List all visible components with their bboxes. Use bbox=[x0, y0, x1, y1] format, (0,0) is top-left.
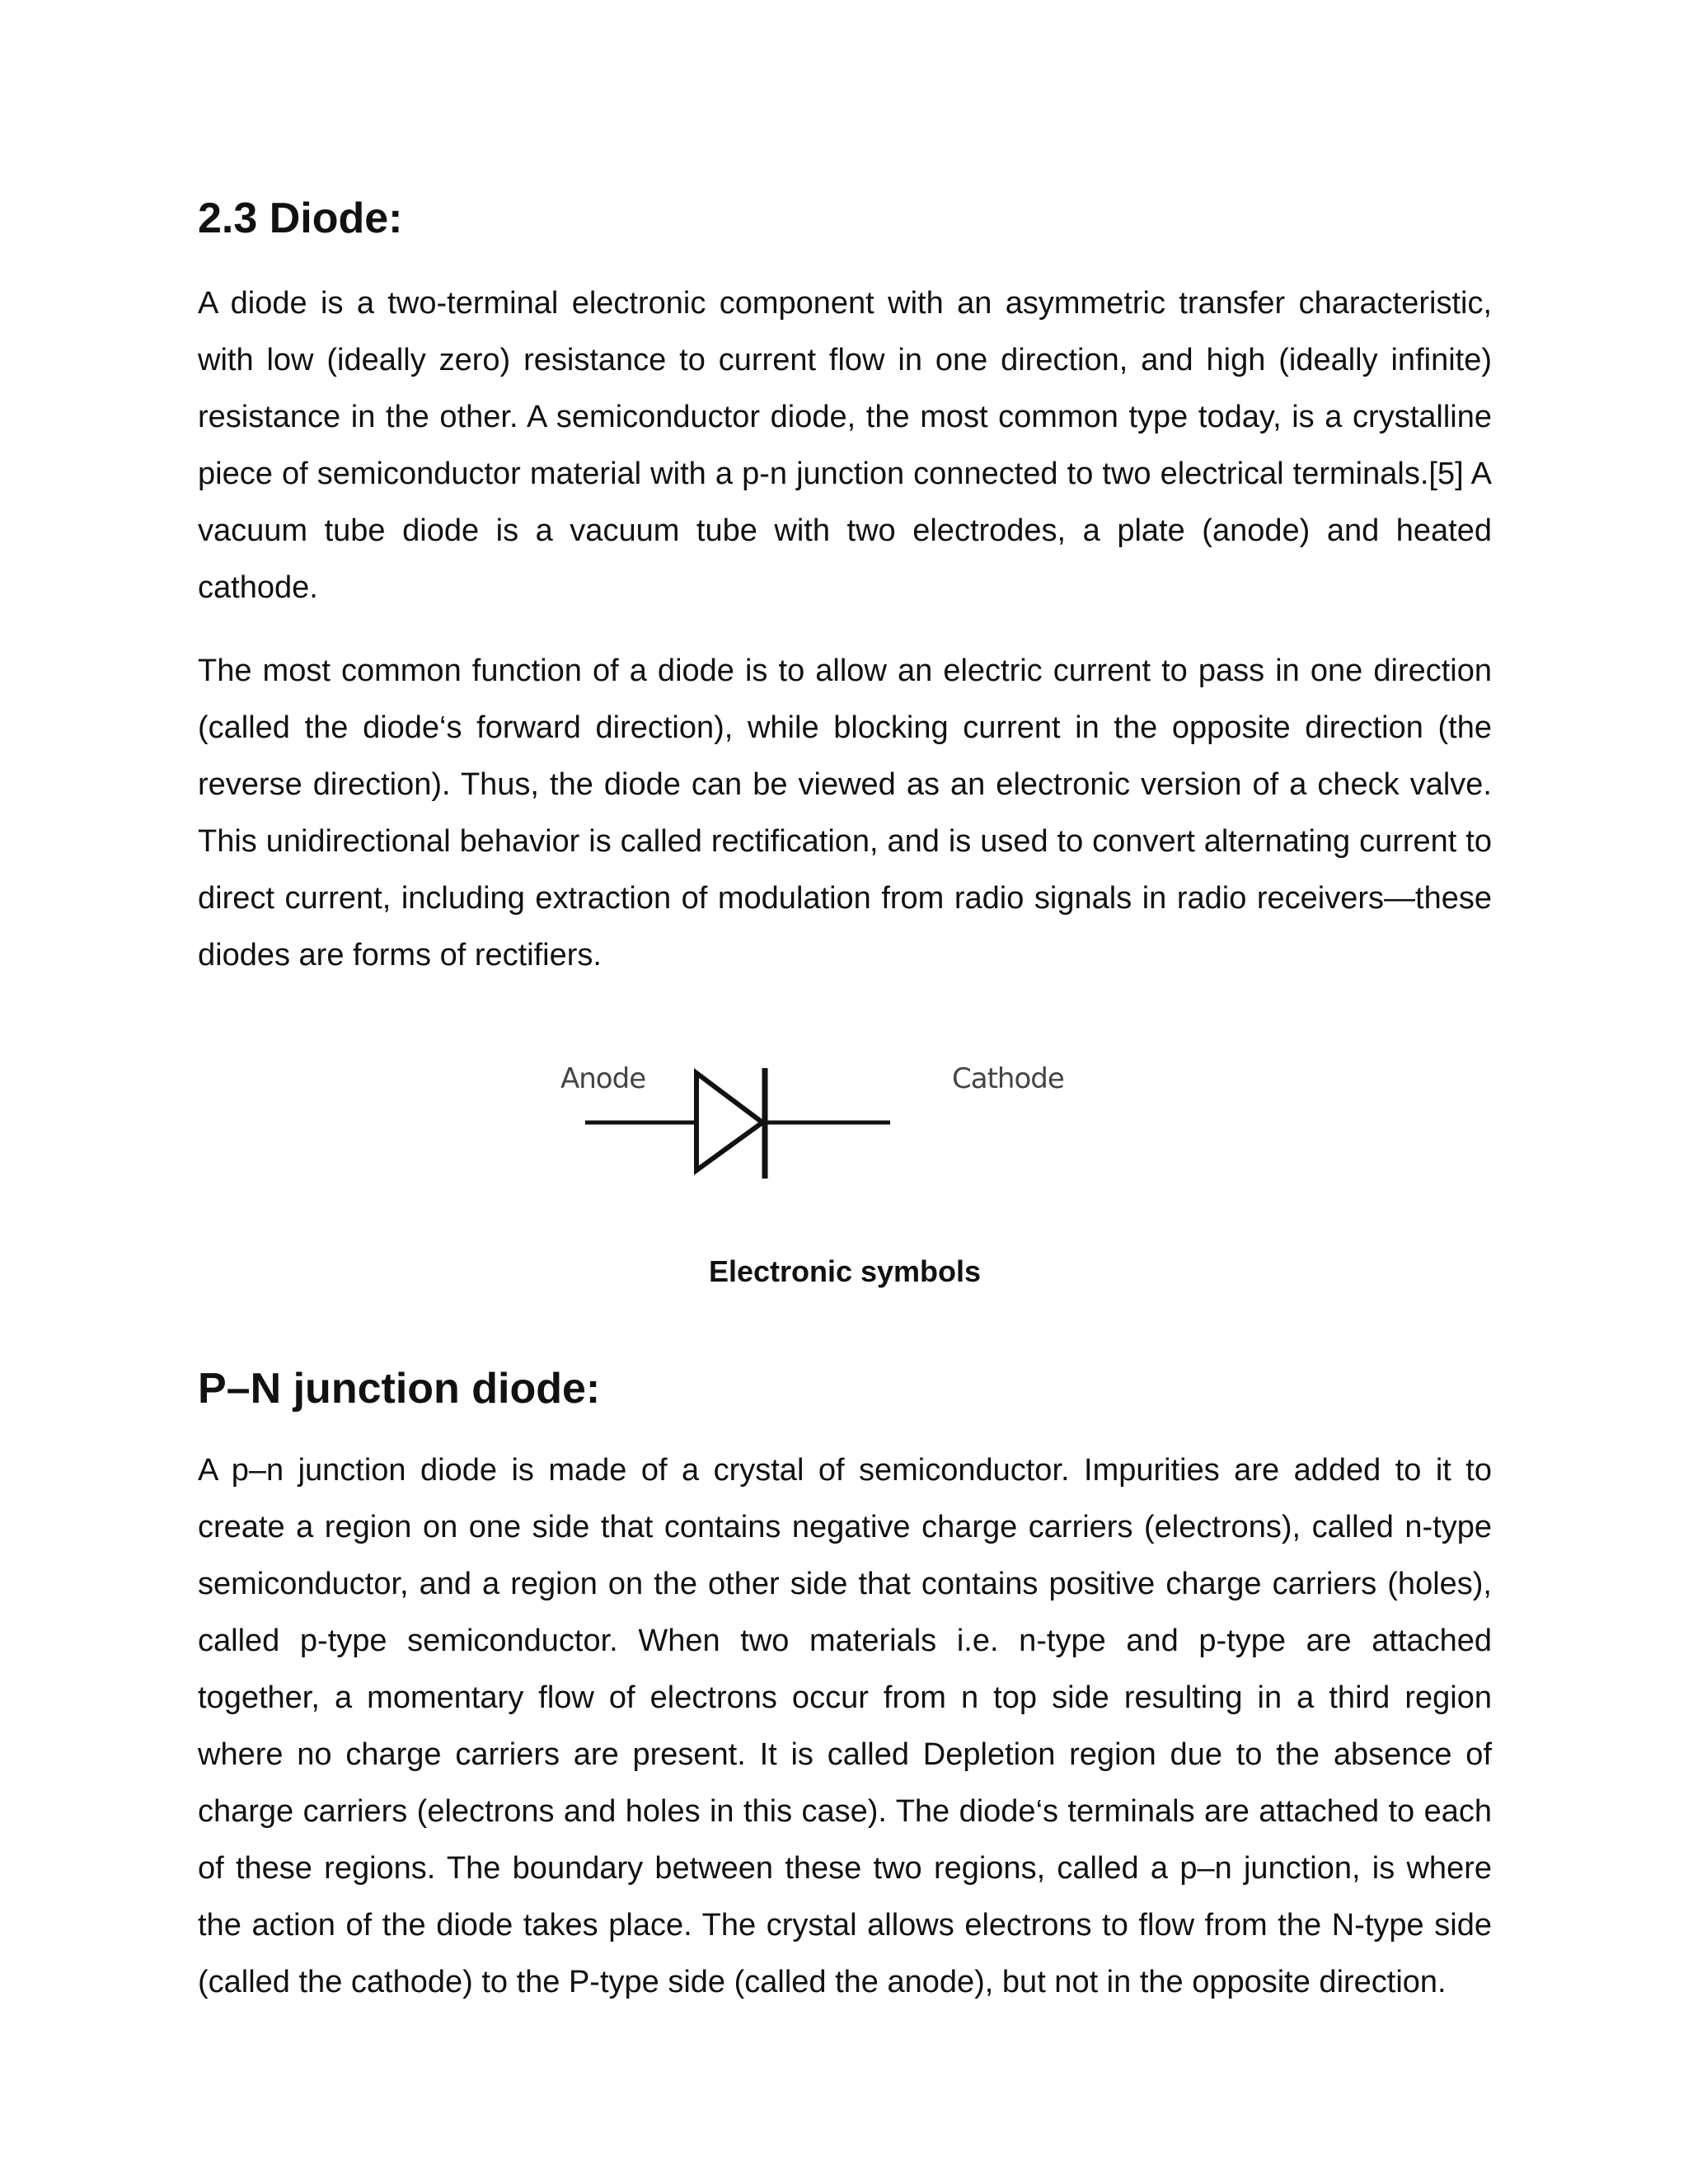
section-heading-pn-junction: P–N junction diode: bbox=[198, 1365, 601, 1413]
diode-symbol-figure bbox=[560, 1055, 1154, 1195]
anode-label: Anode bbox=[560, 1062, 646, 1095]
section-heading-diode: 2.3 Diode: bbox=[198, 194, 403, 242]
diode-paragraph-2: The most common function of a diode is to allow an electric current to pass in one direction (called the diode‘s forward direction), while blocking current in the opposite direction (the reverse direction). Thus, the diode can be viewed as an electronic version of a check valve. This unidirectional behavior is called rectification, and is used to convert alternating current to direct current, including extraction of modulation from radio signals in radio receivers—these diodes are forms of rectifiers. bbox=[198, 654, 1492, 972]
cathode-label: Cathode bbox=[952, 1062, 1064, 1095]
diode-symbol-diagram bbox=[560, 1055, 1154, 1195]
figure-caption: Electronic symbols bbox=[708, 1254, 982, 1288]
diode-triangle bbox=[696, 1073, 762, 1170]
diode-paragraph-1: A diode is a two-terminal electronic component with an asymmetric transfer characteristic, with low (ideally zero) resistance to current flow in one direction, and high (ideally infinite) resistance in the other. A semiconductor diode, the most common type today, is a crystalline piece of semiconductor material with a p-n junction connected to two electrical terminals.[5] A vacuum tube diode is a vacuum tube with two electrodes, a plate (anode) and heated cathode. bbox=[198, 286, 1492, 605]
pn-junction-paragraph: A p–n junction diode is made of a crystal of semiconductor. Impurities are added to it to create a region on one side that contains negative charge carriers (electrons), called n-type semiconductor, and a region on the other side that contains positive charge carriers (holes), called p-type semiconductor. When two materials i.e. n-type and p-type are attached together, a momentary flow of electrons occur from n top side resulting in a third region where no charge carriers are present. It is called Depletion region due to the absence of charge carriers (electrons and holes in this case). The diode‘s terminals are attached to each of these regions. The boundary between these two regions, called a p–n junction, is where the action of the diode takes place. The crystal allows electrons to flow from the N-type side (called the cathode) to the P-type side (called the anode), but not in the opposite direction. bbox=[198, 1453, 1492, 1999]
